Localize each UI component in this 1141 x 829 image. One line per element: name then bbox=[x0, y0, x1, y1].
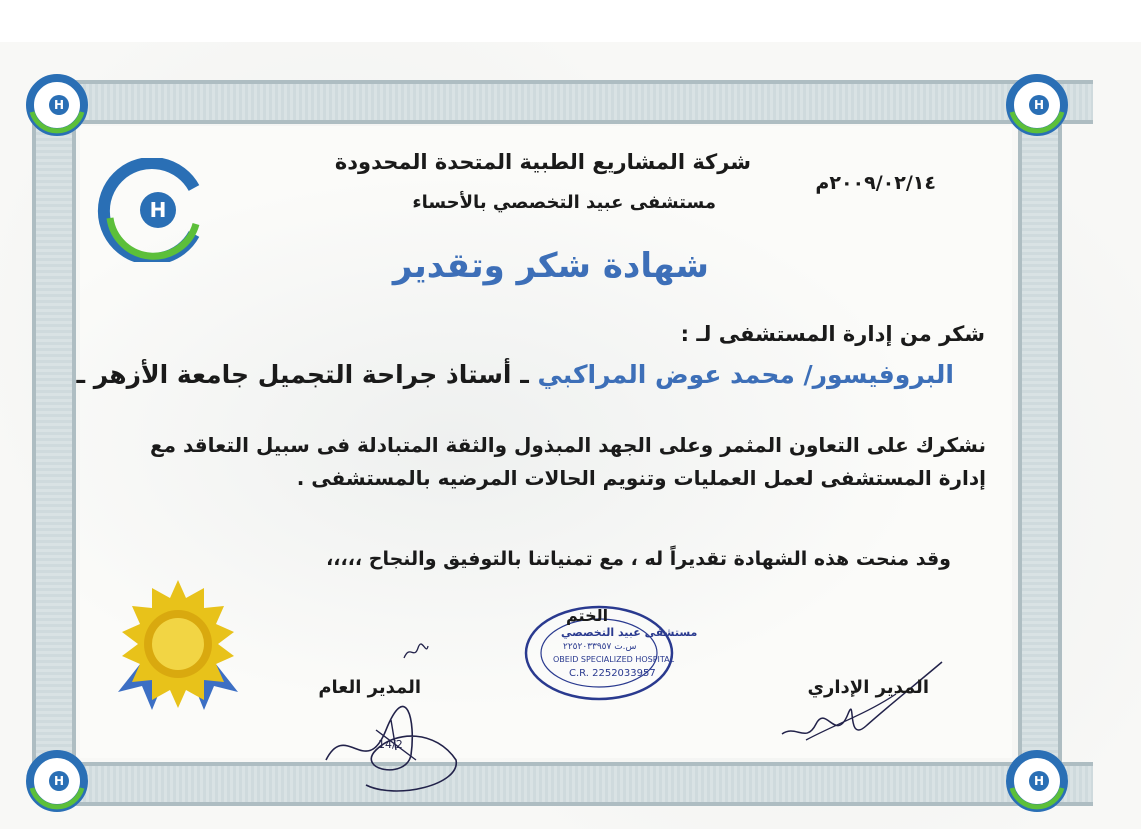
issue-date: ٢٠٠٩/٠٢/١٤م bbox=[815, 172, 936, 194]
frame-left-bar bbox=[32, 110, 76, 780]
corner-logo-icon bbox=[1004, 748, 1070, 814]
company-name: شركة المشاريع الطبية المتحدة المحدودة bbox=[334, 150, 751, 174]
body-text-line: نشكرك على التعاون المثمر وعلى الجهد المبذول والثقة المتبادلة فى سبيل التعاقد مع bbox=[150, 433, 986, 457]
stamp-cr-number: C.R. 2252033957 bbox=[569, 668, 656, 679]
stamp-cr-arabic: س.ت ٢٢٥٢٠٣٣٩٥٧ bbox=[563, 642, 637, 652]
svg-text:14/2: 14/2 bbox=[378, 738, 403, 751]
thanks-from-line: شكر من إدارة المستشفى لـ : bbox=[680, 322, 985, 346]
svg-text:H: H bbox=[149, 198, 167, 222]
frame-top-bar bbox=[50, 80, 1093, 124]
svg-text:H: H bbox=[53, 774, 65, 788]
certificate-title: شهادة شكر وتقدير bbox=[392, 246, 709, 286]
recipient-title: ـ أستاذ جراحة التجميل جامعة الأزهر ـ bbox=[76, 360, 538, 389]
stamp-hospital-english: OBEID SPECIALIZED HOSPITAL bbox=[553, 655, 675, 664]
scan-top-margin bbox=[0, 0, 1141, 42]
signature-initial-mark bbox=[400, 640, 430, 664]
general-manager-signature bbox=[316, 700, 466, 800]
hospital-name: مستشفى عبيد التخصصي بالأحساء bbox=[412, 192, 716, 213]
stamp-label: الختم bbox=[566, 606, 609, 625]
recipient-name: البروفيسور/ محمد عوض المراكبي bbox=[537, 360, 954, 389]
closing-line: وقد منحت هذه الشهادة تقديراً له ، مع تمنياتنا بالتوفيق والنجاح ،،،،، bbox=[326, 548, 951, 570]
body-text-line: إدارة المستشفى لعمل العمليات وتنويم الحالات المرضيه بالمستشفى . bbox=[296, 466, 986, 490]
svg-text:H: H bbox=[53, 98, 65, 112]
frame-right-bar bbox=[1018, 110, 1062, 780]
hospital-logo-icon bbox=[96, 158, 208, 262]
frame-bottom-bar bbox=[50, 762, 1093, 806]
svg-text:H: H bbox=[1033, 774, 1045, 788]
admin-manager-signature bbox=[776, 654, 946, 750]
svg-text:H: H bbox=[1033, 98, 1045, 112]
stamp-hospital-name: مستشفى عبيد التخصصي bbox=[561, 626, 698, 639]
recipient-line bbox=[76, 360, 954, 389]
corner-logo-icon bbox=[1004, 72, 1070, 138]
general-manager-label: المدير العام bbox=[318, 677, 421, 698]
corner-logo-icon bbox=[24, 748, 90, 814]
award-rosette-icon bbox=[108, 574, 248, 714]
admin-manager-label: المدير الإداري bbox=[807, 677, 929, 698]
corner-logo-icon bbox=[24, 72, 90, 138]
